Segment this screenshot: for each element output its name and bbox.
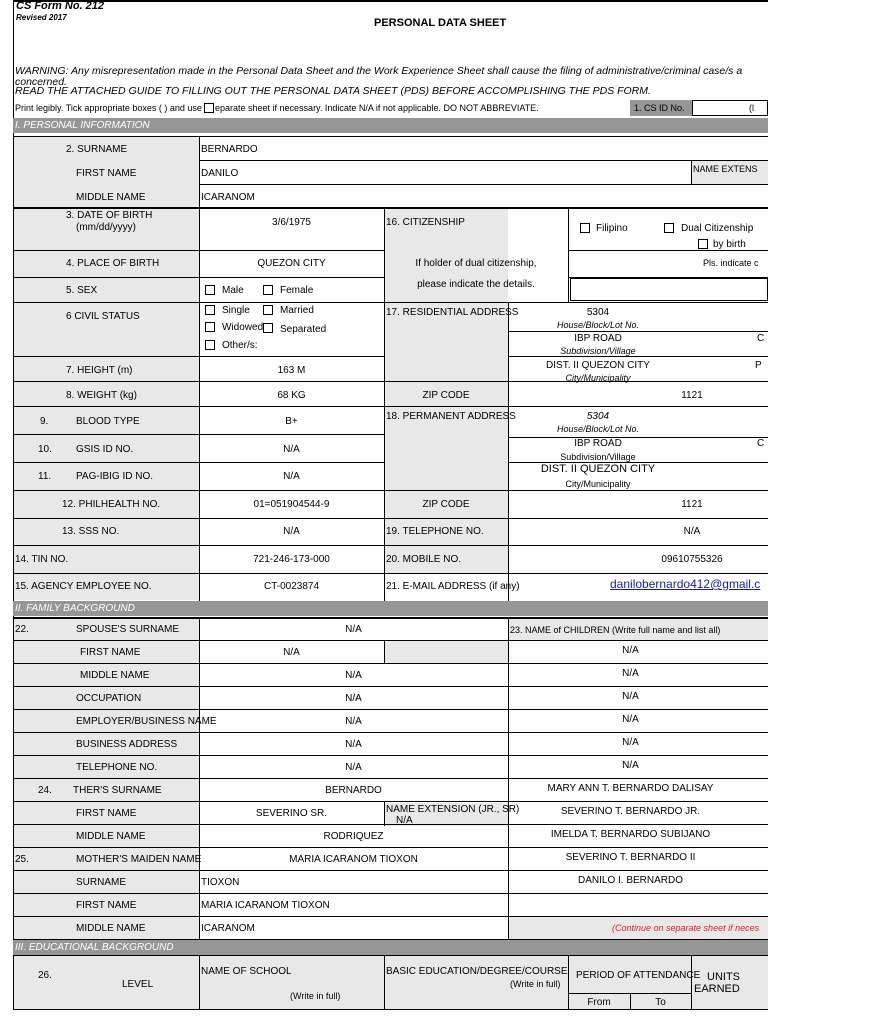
dob-format-label: (mm/dd/yyyy) — [76, 222, 136, 233]
period-from-header: From — [587, 997, 611, 1008]
grid-line — [13, 302, 768, 303]
business-address-label: BUSINESS ADDRESS — [76, 739, 178, 750]
perm-subdivision-caption: Subdivision/Village — [560, 452, 636, 462]
mother-first-label: FIRST NAME — [76, 900, 137, 911]
email-label: 21. E-MAIL ADDRESS (if any) — [386, 581, 520, 592]
pob-label: 4. PLACE OF BIRTH — [66, 258, 160, 269]
grid-line — [199, 160, 768, 161]
occupation-value[interactable]: N/A — [345, 693, 362, 704]
grid-line — [13, 136, 768, 137]
grid-line — [13, 847, 768, 848]
spouse-number: 22. — [15, 624, 29, 635]
tick-sample-box — [204, 103, 214, 113]
residential-address-label: 17. RESIDENTIAL ADDRESS — [386, 307, 519, 318]
res-city-caption: City/Municipality — [565, 373, 631, 383]
father-surname-value[interactable]: BERNARDO — [325, 785, 382, 796]
surname-value[interactable]: BERNARDO — [201, 144, 258, 155]
blood-number: 9. — [40, 416, 49, 427]
mobile-value[interactable]: 09610755326 — [661, 554, 723, 565]
grid-line — [13, 545, 768, 546]
sex-male-checkbox[interactable] — [205, 285, 215, 295]
sex-label: 5. SEX — [66, 285, 98, 296]
citizenship-label: 16. CITIZENSHIP — [386, 217, 465, 228]
civil-other-checkbox[interactable] — [205, 340, 215, 350]
perm-house-value[interactable]: 5304 — [586, 411, 610, 422]
continue-note: (Continue on separate sheet if neces — [612, 923, 760, 933]
mother-middle-label: MIDDLE NAME — [76, 923, 146, 934]
weight-label: 8. WEIGHT (kg) — [66, 390, 137, 401]
grid-line — [13, 518, 768, 519]
grid-line — [384, 801, 385, 826]
sss-label: 13. SSS NO. — [62, 526, 120, 537]
citizenship-dual-checkbox[interactable] — [664, 223, 674, 233]
grid-line — [13, 801, 768, 802]
first-name-value[interactable]: DANILO — [201, 168, 239, 179]
child-name[interactable]: N/A — [622, 760, 639, 771]
read-guide-text: READ THE ATTACHED GUIDE TO FILLING OUT THE PERSONAL DATA SHEET (PDS) BEFORE ACCOMPLISHING THE PDS FORM. — [15, 85, 651, 97]
agency-employee-value[interactable]: CT-0023874 — [263, 581, 320, 592]
citizenship-by-birth-checkbox[interactable] — [698, 239, 708, 249]
sex-female-checkbox[interactable] — [263, 285, 273, 295]
telephone-value[interactable]: N/A — [683, 526, 701, 537]
civil-married-checkbox[interactable] — [263, 305, 273, 315]
child-name[interactable]: N/A — [622, 645, 639, 656]
citizenship-note-1: If holder of dual citizenship, — [415, 258, 537, 269]
tin-value[interactable]: 721-246-173-000 — [253, 554, 330, 565]
instructions-text: Print legibly. Tick appropriate boxes ( ) and use — [15, 103, 202, 113]
grid-line — [13, 778, 768, 779]
period-header: PERIOD OF ATTENDANCE — [576, 970, 701, 981]
grid-line — [508, 617, 509, 939]
grid-line — [13, 1009, 768, 1010]
pagibig-number: 11. — [38, 471, 52, 482]
grid-line — [13, 755, 768, 756]
res-house-caption: House/Block/Lot No. — [556, 320, 640, 330]
surname-label: 2. SURNAME — [66, 144, 128, 155]
business-address-value[interactable]: N/A — [345, 739, 362, 750]
spouse-first-value[interactable]: N/A — [283, 647, 300, 658]
top-border — [13, 0, 768, 2]
occupation-label: OCCUPATION — [76, 693, 142, 704]
height-label: 7. HEIGHT (m) — [66, 365, 133, 376]
employer-value[interactable]: N/A — [345, 716, 362, 727]
instructions-text-2: eparate sheet if necessary. Indicate N/A if not applicable. DO NOT ABBREVIATE. — [215, 103, 539, 113]
page-title: PERSONAL DATA SHEET — [374, 17, 507, 29]
res-city-value[interactable]: DIST. II QUEZON CITY — [546, 360, 650, 371]
res-zip-label: ZIP CODE — [422, 390, 470, 401]
pob-value[interactable]: QUEZON CITY — [257, 258, 326, 269]
father-middle-value[interactable]: RODRIQUEZ — [323, 831, 384, 842]
grid-line — [568, 207, 569, 303]
children-header: 23. NAME of CHILDREN (Write full name and list all) — [510, 625, 721, 635]
telephone-label: 19. TELEPHONE NO. — [386, 526, 484, 537]
grid-line — [199, 955, 200, 1010]
mother-middle-value[interactable]: ICARANOM — [201, 923, 255, 934]
revised-label: Revised 2017 — [16, 13, 67, 22]
cs-id-label: 1. CS ID No. — [634, 103, 685, 113]
father-name-ext-value[interactable]: N/A — [396, 815, 413, 826]
citizenship-note-2: please indicate the details. — [417, 279, 535, 290]
civil-separated-label: Separated — [280, 324, 327, 335]
spouse-surname-value[interactable]: N/A — [345, 624, 362, 635]
res-zip-value[interactable]: 1121 — [681, 390, 703, 401]
child-name[interactable]: SEVERINO T. BERNARDO II — [565, 852, 696, 863]
weight-value[interactable]: 68 KG — [277, 390, 306, 401]
grid-line — [384, 955, 385, 1010]
grid-line — [13, 406, 768, 407]
family-gray-cell — [384, 640, 508, 663]
child-name[interactable]: N/A — [622, 737, 639, 748]
father-number: 24. — [38, 785, 52, 796]
grid-line — [13, 893, 768, 894]
warning-text-2: concerned. — [15, 76, 67, 88]
cs-id-input[interactable] — [692, 100, 768, 116]
civil-other-label: Other/s: — [222, 340, 258, 351]
middle-name-label: MIDDLE NAME — [76, 192, 146, 203]
sex-male-label: Male — [222, 285, 244, 296]
father-first-label: FIRST NAME — [76, 808, 137, 819]
father-name-ext-label: NAME EXTENSION (JR., SR) — [386, 804, 520, 815]
father-middle-label: MIDDLE NAME — [76, 831, 146, 842]
child-name[interactable]: SEVERINO T. BERNARDO JR. — [560, 806, 701, 817]
sss-value[interactable]: N/A — [283, 526, 300, 537]
civil-separated-checkbox[interactable] — [263, 323, 273, 333]
grid-line — [13, 916, 768, 917]
res-street-tail: C — [757, 333, 765, 344]
mother-maiden-label: MOTHER'S MAIDEN NAME — [76, 854, 202, 865]
civil-widowed-label: Widowed — [222, 322, 264, 333]
section-personal-information: I. PERSONAL INFORMATION — [13, 118, 768, 133]
child-name[interactable]: N/A — [622, 714, 639, 725]
spouse-middle-label: MIDDLE NAME — [80, 670, 150, 681]
mother-maiden-value[interactable]: MARIA ICARANOM TIOXON — [289, 854, 418, 865]
tin-label: 14. TIN NO. — [15, 554, 69, 565]
spouse-surname-label: SPOUSE'S SURNAME — [76, 624, 180, 635]
father-first-value[interactable]: SEVERINO SR. — [255, 808, 328, 819]
civil-status-label: 6 CIVIL STATUS — [66, 311, 140, 322]
child-name[interactable]: IMELDA T. BERNARDO SUBIJANO — [550, 829, 711, 840]
school-name-header: NAME OF SCHOOL — [201, 966, 292, 977]
perm-city-caption: City/Municipality — [565, 479, 631, 489]
grid-line — [199, 184, 768, 185]
grid-line — [13, 640, 768, 641]
philhealth-label: 12. PHILHEALTH NO. — [62, 499, 161, 510]
grid-line — [691, 955, 692, 1010]
grid-line — [13, 870, 768, 871]
name-extension-label: NAME EXTENS — [693, 164, 758, 174]
gsis-label: GSIS ID NO. — [76, 444, 134, 455]
mother-surname-label: SURNAME — [76, 877, 127, 888]
perm-zip-label: ZIP CODE — [422, 499, 470, 510]
mobile-label: 20. MOBILE NO. — [386, 554, 462, 565]
first-name-label: FIRST NAME — [76, 168, 137, 179]
civil-widowed-checkbox[interactable] — [205, 322, 215, 332]
warning-text: WARNING: Any misrepresentation made in the Personal Data Sheet and the Work Experience Sheet shall cause the filing of administrative/criminal case/s a — [15, 65, 743, 77]
grid-line — [13, 732, 768, 733]
section-family-background: II. FAMILY BACKGROUND — [13, 601, 768, 616]
perm-city-value[interactable]: DIST. II QUEZON CITY — [540, 463, 656, 475]
citizenship-by-birth-label: by birth — [713, 239, 746, 250]
dob-value[interactable]: 3/6/1975 — [272, 217, 311, 228]
grid-line — [13, 686, 768, 687]
pagibig-value[interactable]: N/A — [283, 471, 300, 482]
res-street-value[interactable]: IBP ROAD — [574, 333, 622, 344]
civil-single-checkbox[interactable] — [205, 305, 215, 315]
child-name[interactable]: DANILO I. BERNARDO — [577, 875, 684, 886]
grid-line — [13, 490, 768, 491]
height-value[interactable]: 163 M — [277, 365, 306, 376]
units-header-1: UNITS — [707, 971, 740, 983]
middle-name-value[interactable]: ICARANOM — [201, 192, 255, 203]
sex-female-label: Female — [280, 285, 314, 296]
citizenship-filipino-label: Filipino — [596, 223, 628, 234]
agency-employee-label: 15. AGENCY EMPLOYEE NO. — [15, 581, 152, 592]
course-header: BASIC EDUCATION/DEGREE/COURSE — [386, 966, 568, 977]
gsis-number: 10. — [38, 444, 52, 455]
grid-line — [13, 663, 768, 664]
blood-type-value[interactable]: B+ — [285, 416, 298, 427]
grid-line — [13, 207, 768, 209]
grid-line — [13, 573, 768, 574]
perm-street-value[interactable]: IBP ROAD — [574, 438, 622, 449]
employer-label: EMPLOYER/BUSINESS NAME — [76, 716, 217, 727]
mother-number: 25. — [15, 854, 29, 865]
perm-house-caption: House/Block/Lot No. — [556, 424, 640, 434]
res-city-tail: P — [755, 360, 762, 371]
education-level-header: LEVEL — [122, 979, 154, 990]
citizenship-dual-label: Dual Citizenship — [681, 223, 754, 234]
education-number: 26. — [38, 970, 52, 981]
grid-line — [508, 331, 768, 332]
mother-surname-value[interactable]: TIOXON — [201, 877, 240, 888]
perm-street-tail: C — [757, 438, 765, 449]
grid-line — [13, 617, 768, 619]
spouse-telephone-value[interactable]: N/A — [345, 762, 362, 773]
philhealth-value[interactable]: 01=051904544-9 — [253, 499, 330, 510]
citizenship-country-select[interactable] — [570, 278, 768, 301]
child-name[interactable]: N/A — [622, 691, 639, 702]
gsis-value[interactable]: N/A — [283, 444, 300, 455]
res-house-value[interactable]: 5304 — [586, 307, 610, 318]
citizenship-indicate: Pls. indicate c — [703, 258, 759, 268]
grid-line — [691, 160, 692, 184]
child-name[interactable]: N/A — [622, 668, 639, 679]
grid-line — [568, 250, 768, 251]
civil-married-label: Married — [280, 305, 314, 316]
units-header-2: EARNED — [694, 983, 740, 995]
grid-line — [199, 617, 200, 939]
grid-line — [13, 824, 768, 825]
spouse-first-label: FIRST NAME — [80, 647, 141, 658]
mother-first-value[interactable]: MARIA ICARANOM TIOXON — [201, 900, 330, 911]
spouse-middle-value[interactable]: N/A — [345, 670, 362, 681]
citizenship-filipino-checkbox[interactable] — [580, 223, 590, 233]
res-subdivision-caption: Subdivision/Village — [560, 346, 636, 356]
civil-clipped-row — [200, 303, 384, 316]
course-note: (Write in full) — [510, 979, 561, 989]
blood-type-label: BLOOD TYPE — [76, 416, 140, 427]
pagibig-label: PAG-IBIG ID NO. — [76, 471, 154, 482]
grid-line — [568, 993, 691, 994]
grid-line — [13, 955, 768, 956]
grid-line — [13, 709, 768, 710]
section-educational-background: III. EDUCATIONAL BACKGROUND — [13, 940, 768, 955]
grid-line — [384, 640, 385, 663]
perm-zip-value[interactable]: 1121 — [681, 499, 703, 510]
permanent-address-label: 18. PERMANENT ADDRESS — [386, 411, 516, 422]
school-name-note: (Write in full) — [290, 991, 341, 1001]
father-surname-label: THER'S SURNAME — [73, 785, 162, 796]
email-value[interactable]: danilobernardo412@gmail.c — [610, 577, 761, 591]
cs-id-tail: (l — [749, 103, 754, 113]
dob-label: 3. DATE OF BIRTH — [66, 210, 153, 221]
spouse-telephone-label: TELEPHONE NO. — [76, 762, 158, 773]
period-to-header: To — [655, 997, 666, 1008]
civil-single-label: Single — [222, 305, 250, 316]
child-name[interactable]: MARY ANN T. BERNARDO DALISAY — [547, 783, 714, 794]
form-number: CS Form No. 212 — [16, 0, 105, 12]
